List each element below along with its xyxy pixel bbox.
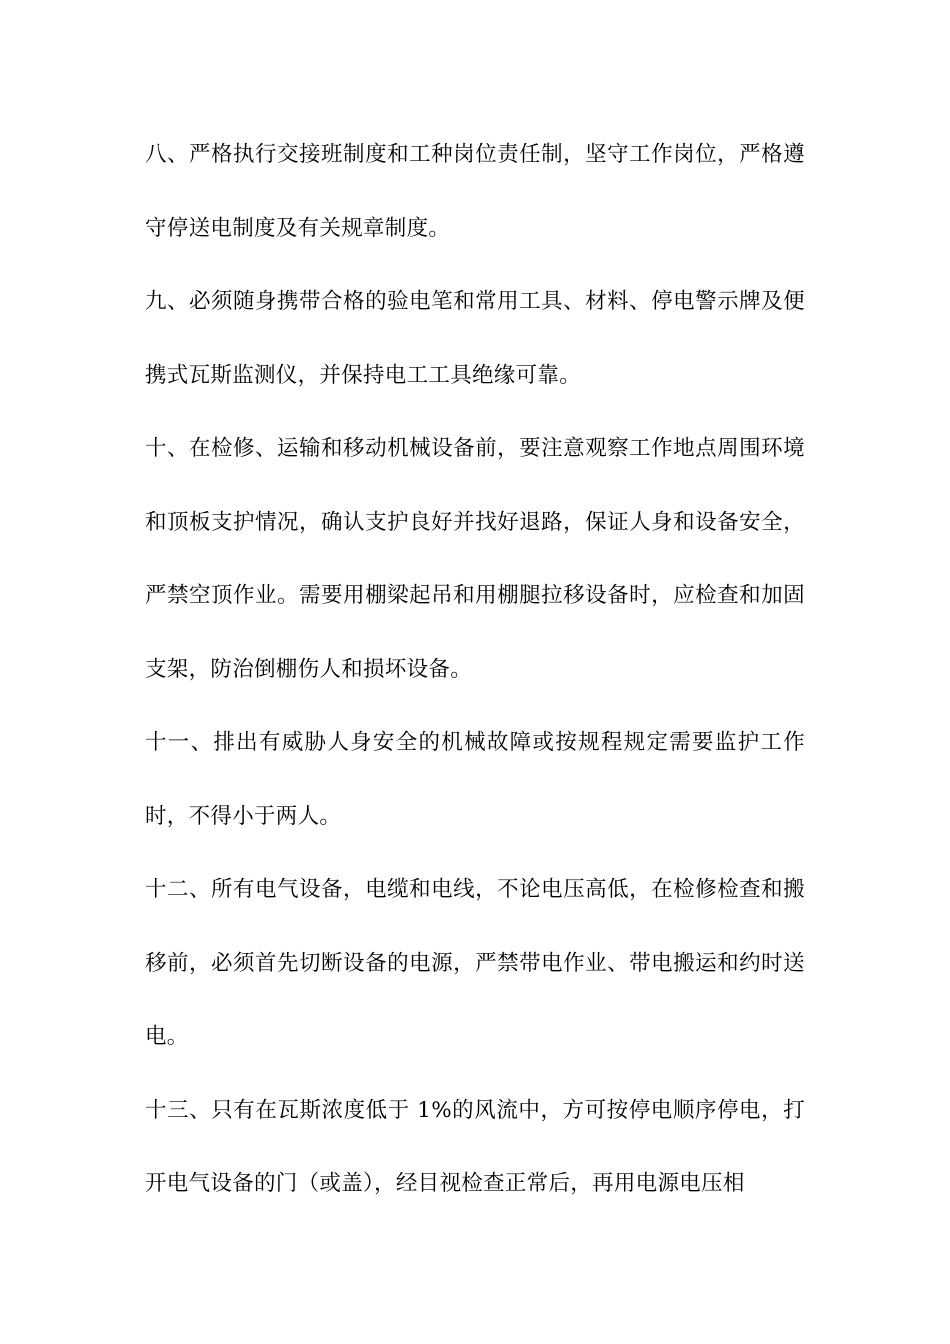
- paragraph-9: 九、必须随身携带合格的验电笔和常用工具、材料、停电警示牌及便携式瓦斯监测仪，并保持电工工具绝缘可靠。: [145, 289, 805, 388]
- paragraph-13: 十三、只有在瓦斯浓度低于 1%的风流中，方可按停电顺序停电，打开电气设备的门（或盖），经目视检查正常后，再用电源电压相: [145, 1097, 805, 1196]
- paragraph-10: 十、在检修、运输和移动机械设备前，要注意观察工作地点周围环境和顶板支护情况，确认支护良好并找好退路，保证人身和设备安全，严禁空顶作业。需要用棚梁起吊和用棚腿拉移设备时，应检查和加固支架，防治倒棚伤人和损坏设备。: [145, 436, 805, 682]
- paragraph-8: 八、严格执行交接班制度和工种岗位责任制，坚守工作岗位，严格遵守停送电制度及有关规章制度。: [145, 142, 805, 241]
- document-page: [145, 118, 805, 1221]
- paragraph-12: 十二、所有电气设备，电缆和电线，不论电压高低，在检修检查和搬移前，必须首先切断设备的电源，严禁带电作业、带电搬运和约时送电。: [145, 877, 805, 1049]
- paragraph-11: 十一、排出有威胁人身安全的机械故障或按规程规定需要监护工作时，不得小于两人。: [145, 730, 805, 829]
